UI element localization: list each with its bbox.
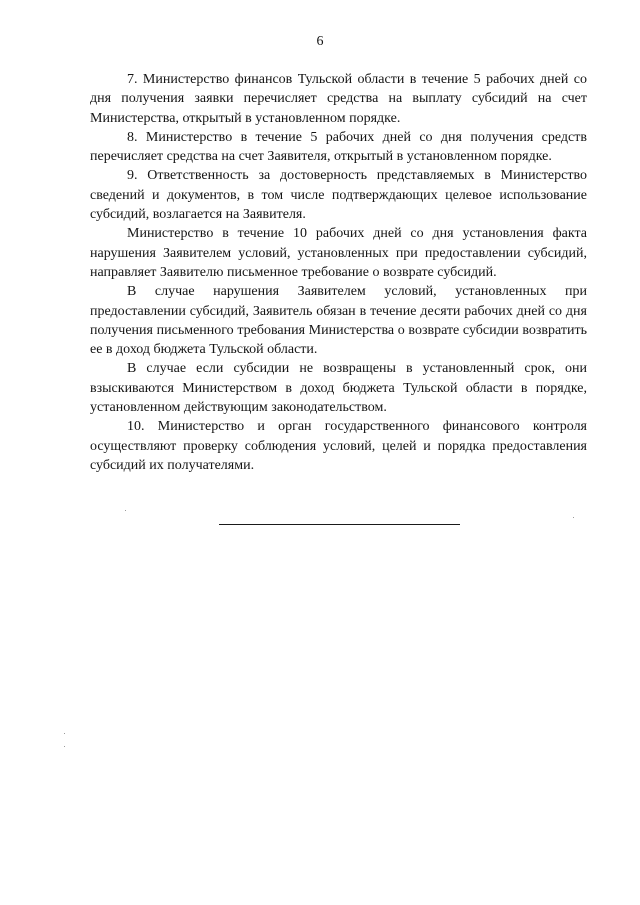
scan-speck — [64, 733, 65, 734]
paragraph-refund-obligation: В случае нарушения Заявителем условий, установленных при предоставлении субсидий, Заявитель обязан в течение десяти рабочих дней со дня получения письменного требования Министерства о возврате субсидии возвратить ее в доход бюджета Тульской области. — [90, 284, 587, 358]
paragraph-item-10: 10. Министерство и орган государственного финансового контроля осуществляют проверку соблюдения условий, целей и порядка предоставления субсидий их получателями. — [90, 419, 587, 473]
document-body — [90, 70, 587, 475]
paragraph-item-8: 8. Министерство в течение 5 рабочих дней со дня получения средств перечисляет средства на счет Заявителя, открытый в установленном порядке. — [90, 129, 587, 165]
paragraph-item-9: 9. Ответственность за достоверность представляемых в Министерство сведений и документов, в том числе подтверждающих целевое использование субсидий, возлагается на Заявителя. — [90, 168, 587, 223]
page-number: 6 — [316, 34, 324, 49]
paragraph-refund-enforcement: В случае если субсидии не возвращены в установленный срок, они взыскиваются Министерством в доход бюджета Тульской области в порядке, установленном действующим законодательством. — [90, 361, 587, 416]
scan-speck — [64, 746, 65, 747]
scan-speck — [573, 517, 574, 518]
end-divider-line — [219, 524, 460, 525]
scan-speck — [125, 510, 126, 511]
paragraph-refund-request: Министерство в течение 10 рабочих дней со дня установления факта нарушения Заявителем условий, установленных при предоставлении субсидий, направляет Заявителю письменное требование о возврате субсидий. — [90, 226, 587, 280]
paragraph-item-7: 7. Министерство финансов Тульской области в течение 5 рабочих дней со дня получения заявки перечисляет средства на выплату субсидий на счет Министерства, открытый в установленном порядке. — [90, 72, 587, 126]
